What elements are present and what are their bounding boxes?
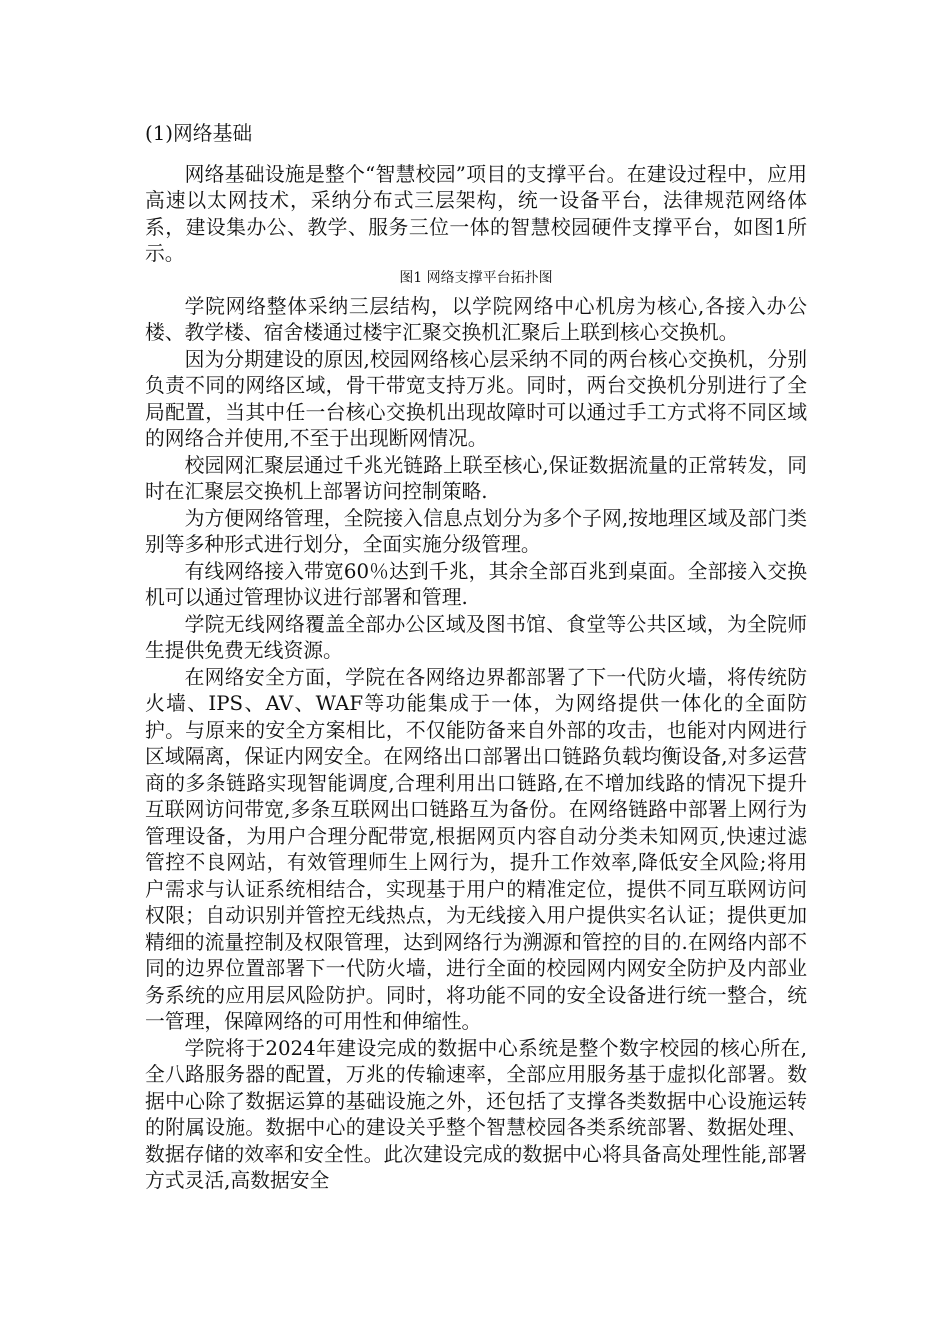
paragraph-security: 在网络安全方面，学院在各网络边界都部署了下一代防火墙，将传统防火墙、IPS、AV、WAF等功能集成于一体，为网络提供一体化的全面防护。与原来的安全方案相比，不仅能防备来自外部的攻击，也能对内网进行区域隔离，保证内网安全。在网络出口部署出口链路负载均衡设备,对多运营商的多条链路实现智能调度,合理利用出口链路,在不增加线路的情况下提升互联网访问带宽,多条互联网出口链路互为备份。在网络链路中部署上网行为管理设备，为用户合理分配带宽,根据网页内容自动分类未知网页,快速过滤管控不良网站，有效管理师生上网行为，提升工作效率,降低安全风险;将用户需求与认证系统相结合，实现基于用户的精准定位，提供不同互联网访问权限；自动识别并管控无线热点，为无线接入用户提供实名认证；提供更加精细的流量控制及权限管理，达到网络行为溯源和管控的目的.在网络内部不同的边界位置部署下一代防火墙，进行全面的校园网内网安全防护及内部业务系统的应用层风险防护。同时，将功能不同的安全设备进行统一整合，统一管理，保障网络的可用性和伸缩性。 bbox=[145, 665, 807, 1033]
paragraph-data-center: 学院将于2024年建设完成的数据中心系统是整个数字校园的核心所在,全八路服务器的配置，万兆的传输速率，全部应用服务基于虚拟化部署。数据中心除了数据运算的基础设施之外，还包括了支撑各类数据中心设施运转的附属设施。数据中心的建设关乎整个智慧校园各类系统部署、数据处理、数据存储的效率和安全性。此次建设完成的数据中心将具备高处理性能,部署方式灵活,高数据安全 bbox=[145, 1036, 807, 1192]
figure-caption: 图1 网络支撑平台拓扑图 bbox=[399, 269, 553, 286]
paragraph-intro: 网络基础设施是整个“智慧校园”项目的支撑平台。在建设过程中，应用高速以太网技术，采纳分布式三层架构，统一设备平台，法律规范网络体系，建设集办公、教学、服务三位一体的智慧校园硬件支撑平台，如图1所示。 bbox=[145, 162, 807, 265]
paragraph-aggregation-layer: 校园网汇聚层通过千兆光链路上联至核心,保证数据流量的正常转发，同时在汇聚层交换机上部署访问控制策略. bbox=[145, 453, 807, 503]
paragraph-subnets: 为方便网络管理，全院接入信息点划分为多个子网,按地理区域及部门类别等多种形式进行划分，全面实施分级管理。 bbox=[145, 506, 807, 556]
section-heading: (1)网络基础 bbox=[145, 122, 253, 145]
paragraph-wireless: 学院无线网络覆盖全部办公区域及图书馆、食堂等公共区域，为全院师生提供免费无线资源。 bbox=[145, 612, 807, 662]
paragraph-wired-bandwidth: 有线网络接入带宽60％达到千兆，其余全部百兆到桌面。全部接入交换机可以通过管理协议进行部署和管理. bbox=[145, 559, 807, 609]
document-body bbox=[145, 121, 807, 1195]
paragraph-core-layer: 因为分期建设的原因,校园网络核心层采纳不同的两台核心交换机，分别负责不同的网络区域，骨干带宽支持万兆。同时，两台交换机分别进行了全局配置，当其中任一台核心交换机出现故障时可以通过手工方式将不同区域的网络合并使用,不至于出现断网情况。 bbox=[145, 347, 807, 450]
paragraph-three-layer: 学院网络整体采纳三层结构，以学院网络中心机房为核心,各接入办公楼、教学楼、宿舍楼通过楼宇汇聚交换机汇聚后上联到核心交换机。 bbox=[145, 294, 807, 344]
